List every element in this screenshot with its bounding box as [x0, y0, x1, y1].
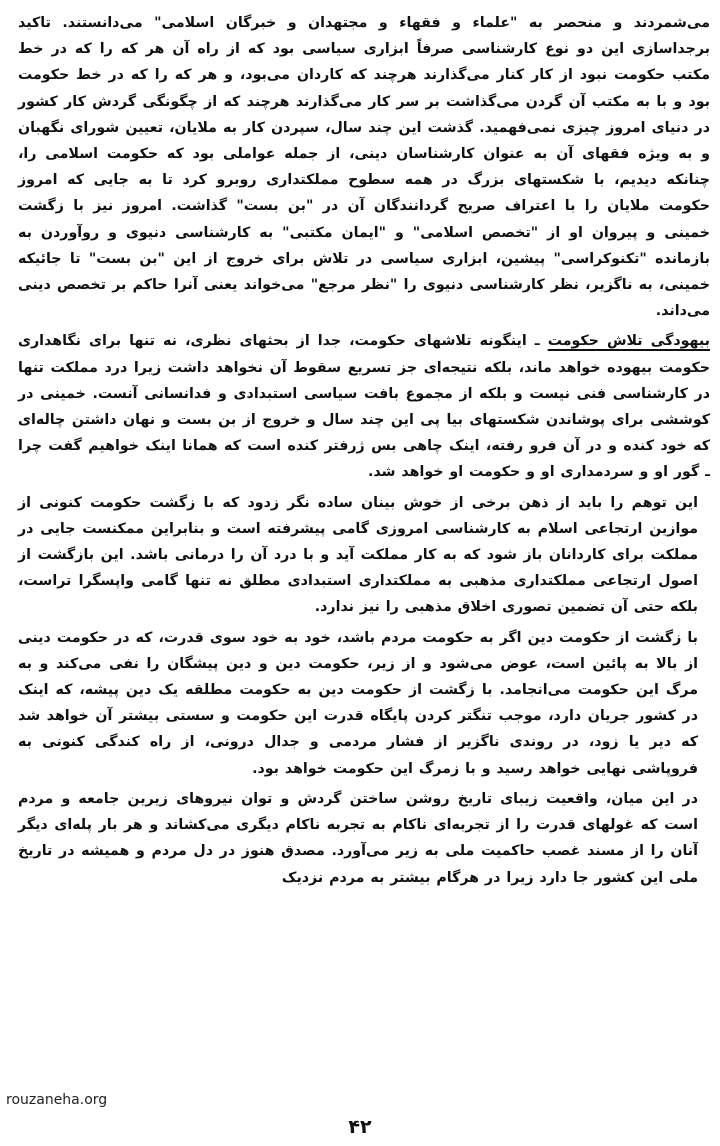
page-number: ۴۲: [348, 1116, 372, 1138]
paragraph-5: [18, 786, 710, 891]
paragraph-2-text: ـ اینگونه تلاشهای حکومت، جدا از بحثهای نظری، نه تنها برای نگاهداری حکومت بیهوده خواهد ماند، بلکه نتیجه‌ای جز تسریع سقوط آن نخواهد داشت زیرا درد مملکت تنها در کارشناسی فنی نیست و بلکه از مجموع بافت سیاسی استبدادی و فدانسانی آنست. خمینی در کوششی برای پوشاندن شکستهای بیا پی این چند سال و خروج از بن بست و نهان داشتن چاله‌ای که خود کنده و در آن فرو رفته، اینک چاهی بس ژرفتر کنده است که همانا اینک خواهیم گفت چرا ـ گور او و سردمداری او و حکومت او خواهد شد.: [18, 333, 710, 481]
paragraph-4: [18, 625, 710, 782]
paragraph-3: [18, 490, 710, 621]
paragraph-4-text: با زگشت از حکومت دین اگر به حکومت مردم باشد، خود به خود سوی قدرت، که در حکومت دینی از بالا به پائین است، عوض می‌شود و از زیر، حکومت دین و دین پیشگان را نفی می‌کند و به مرگ این حکومت می‌انجامد. با زگشت از حکومت دین به حکومت مطلقه یک دین پیشه، که اینک در کشور جریان دارد، موجب تنگتر کردن پایگاه قدرت این حکومت و سستی بیشتر آن خواهد شد که دیر یا زود، در روندی ناگزیر از فشار مردمی و جدال درونی، از راه کندگی کنونی به فروپاشی نهایی خواهد رسید و با زمرگ این حکومت خواهد بود.: [18, 629, 698, 777]
paragraph-2: [18, 328, 710, 485]
document-page: [18, 10, 710, 1090]
paragraph-1-text: می‌شمردند و منحصر به "علماء و فقهاء و مجتهدان و خبرگان اسلامی" می‌دانستند. تاکید برجداسازی این دو نوع کارشناسی صرفاً ابزاری سیاسی بود که از راه آن هر که را که در خط مکتب حکومت نبود از کار کنار می‌گذارند هرچند که کاردان می‌بود، و هر که را که در خط حکومت بود و با به مکتب آن گردن می‌گذاشت بر سر کار می‌گذارند هرچند که از چگونگی گردش کار کشور در دنیای امروز چیزی نمی‌فهمید. گذشت این چند سال، سپردن کار به ملایان، تعیین شورای نگهبان و به ویژه فقهای آن به عنوان کارشناسان دینی، از جمله عواملی بود که حکومت اسلامی را، چنانکه دیدیم، با شکستهای بزرگ در همه سطوح مملکتداری روبرو کرد تا به جایی که امروز حکومت ملایان را با اعتراف صریح گردانندگان آن در "بن بست" گذاشت. امروز نیز با زگشت خمینی و پیروان او از "تخصص اسلامی" و "ایمان مکتبی" به کارشناسی دنیوی و روآوردن به بازمانده "تکنوکراسی" پیشین، ابزاری سیاسی در تلاش برای خروج از این "بن بست" تا جائیکه خمینی، به ناگزیر، نظر کارشناسی دنیوی را "نظر مرجع" می‌خواند یعنی آنرا حاکم بر تخصص دینی می‌داند.: [18, 15, 710, 320]
paragraph-1: [18, 10, 710, 324]
section-heading-underlined: بیهودگی تلاش حکومت: [547, 333, 710, 350]
paragraph-5-text: در این میان، واقعیت زیبای تاریخ روشن ساختن گردش و توان نیروهای زیرین جامعه و مردم است که غولهای قدرت را از تجربه‌ای ناکام به تجربه ناکام دیگری می‌کشاند و هر بار پله‌ای دیگر آنان را از مسند غصب حاکمیت ملی به زیر می‌آورد. مصدق هنوز در دل مردم و همیشه در تاریخ ملی این کشور جا دارد زیرا در هرگام بیشتر به مردم نزدیک: [18, 790, 698, 886]
paragraph-3-text: این توهم را باید از ذهن برخی از خوش بینان ساده نگر زدود که با زگشت حکومت کنونی از موازین ارتجاعی اسلام به کارشناسی امروزی گامی پیشرفته است و بنابراین ممکنست جایی در مملکت برای کاردانان باز شود که به کار مملکت آید و با درد آن را درمانی باشد. این بازگشت از اصول ارتجاعی مملکتداری مذهبی به مملکتداری استبدادی مطلق نه تنها گامی واپسگرا تراست، بلکه حتی آن تضمین تصوری اخلاق مذهبی را نیز ندارد.: [18, 494, 698, 616]
website-watermark: rouzaneha.org: [6, 1092, 108, 1108]
